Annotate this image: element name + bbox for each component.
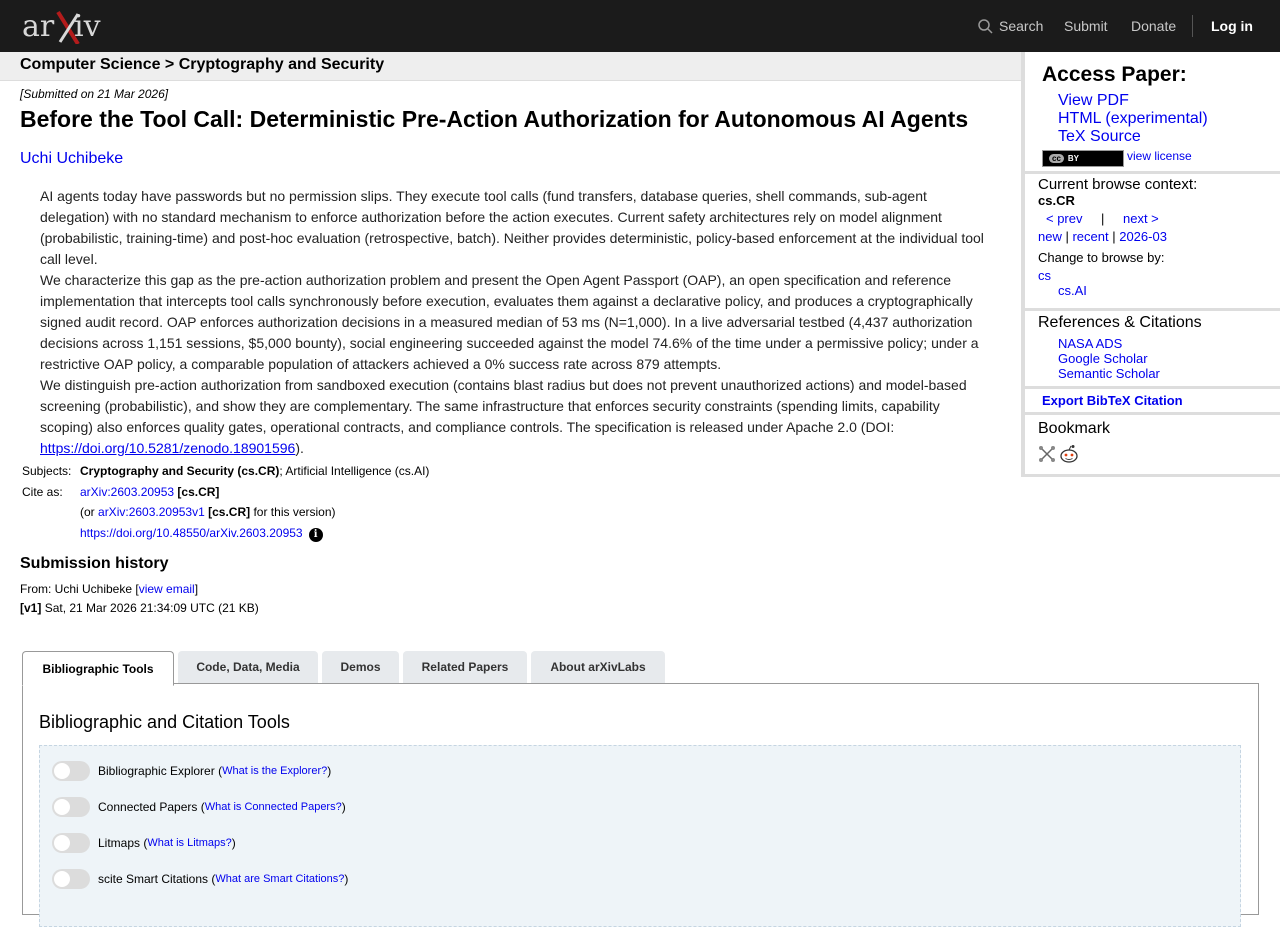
- tab-about-arxivlabs[interactable]: About arXivLabs: [531, 651, 665, 683]
- abstract-paragraph: We distinguish pre-action authorization from sandboxed execution (contains blast radius but does not prevent unauthorized actions) and model-based screening (probabilistic), and show they are complementary. The same infrastructure that enforces security constraints (spending limits, capability scoping) also enforces quality gates, operational contracts, and compliance controls. The specification is released under Apache 2.0 (DOI: https://doi.org/10.5281/zenodo.18901596).: [40, 377, 967, 456]
- bookmark-box: [1025, 415, 1280, 477]
- browse-context-box: Current browse context: cs.CR < prev | next > new | recent | 2026-03 Change to browse by: cs cs.AI: [1025, 174, 1280, 311]
- search-label: Search: [999, 18, 1044, 34]
- access-heading: Access Paper:: [1042, 63, 1187, 86]
- view-email-link[interactable]: view email: [138, 582, 195, 596]
- browse-cs-link[interactable]: cs: [1038, 268, 1051, 283]
- tools-panel: [22, 683, 1259, 915]
- subjects-label: Subjects:: [22, 464, 72, 478]
- author-link[interactable]: Uchi Uchibeke: [20, 150, 124, 167]
- svg-text:ar: ar: [22, 10, 55, 44]
- tab-demos[interactable]: Demos: [322, 651, 399, 683]
- doi-link[interactable]: https://doi.org/10.48550/arXiv.2603.20953: [80, 525, 303, 540]
- cite-label: Cite as:: [22, 484, 63, 499]
- litmaps-toggle[interactable]: [52, 833, 90, 853]
- view-license-link[interactable]: view license: [1127, 149, 1192, 163]
- references-box: [1025, 311, 1280, 389]
- tab-related-papers[interactable]: Related Papers: [403, 651, 527, 683]
- html-link[interactable]: HTML (experimental): [1058, 110, 1208, 127]
- breadcrumb-text[interactable]: Computer Science > Cryptography and Security: [20, 56, 385, 73]
- tab-code-data-media[interactable]: Code, Data, Media: [178, 651, 318, 683]
- google-scholar-link[interactable]: Google Scholar: [1058, 351, 1148, 366]
- secondary-subjects: ; Artificial Intelligence (cs.AI): [279, 464, 430, 478]
- bibsonomy-icon[interactable]: [1038, 445, 1056, 463]
- tex-source-link[interactable]: TeX Source: [1058, 128, 1141, 145]
- submitted-date: [Submitted on 21 Mar 2026]: [20, 87, 169, 101]
- context-category: cs.CR: [1038, 193, 1075, 208]
- history-heading: Submission history: [20, 555, 169, 572]
- tool-row: Connected Papers ( What is Connected Papers? ): [52, 797, 346, 817]
- tools-panel-title: Bibliographic and Citation Tools: [39, 712, 290, 732]
- arxiv-logo[interactable]: [22, 10, 114, 44]
- new-link[interactable]: new: [1038, 229, 1062, 244]
- abstract-paragraph: AI agents today have passwords but no permission slips. They execute tool calls (fund transfers, database queries, shell commands, sub-agent delegation) with no standard mechanism to enforce authorization before the action executes. Current safety architectures rely on model alignment (probabilistic, training-time) and post-hoc evaluation (retrospective, batch). Neither provides deterministic, policy-based enforcement at the individual tool call level.: [40, 188, 984, 267]
- cc-license-badge[interactable]: cc BY: [1042, 150, 1124, 167]
- metadata-table: Subjects: Cryptography and Security (cs.CR); Artificial Intelligence (cs.AI) Cite as: arXiv:2603.20953 [cs.CR] (or arXiv:2603.20953v1 [cs.CR] for this version) https://doi.org/10.48550/arXiv.2603.20953 i: [22, 461, 429, 543]
- nav-divider: [1192, 15, 1193, 37]
- change-browse-label: Change to browse by:: [1038, 250, 1165, 265]
- breadcrumb: [0, 52, 1022, 81]
- tool-row: Bibliographic Explorer ( What is the Explorer? ): [52, 761, 331, 781]
- references-heading: References & Citations: [1038, 314, 1202, 331]
- submission-history: From: Uchi Uchibeke [view email] [v1] Sat, 21 Mar 2026 21:34:09 UTC (21 KB): [20, 582, 259, 615]
- abstract-doi-link[interactable]: https://doi.org/10.5281/zenodo.18901596: [40, 440, 296, 456]
- donate-link[interactable]: Donate: [1131, 18, 1177, 34]
- version-date: Sat, 21 Mar 2026 21:34:09 UTC (21 KB): [44, 601, 259, 615]
- browse-csai-link[interactable]: cs.AI: [1058, 283, 1087, 298]
- scite-toggle[interactable]: [52, 869, 90, 889]
- view-pdf-link[interactable]: View PDF: [1058, 92, 1129, 109]
- export-bibtex-link[interactable]: Export BibTeX Citation: [1042, 393, 1183, 408]
- connected-papers-toggle[interactable]: [52, 797, 90, 817]
- recent-link[interactable]: recent: [1072, 229, 1109, 244]
- tool-help-link[interactable]: What is the Explorer?: [222, 765, 328, 777]
- paper-title: Before the Tool Call: Deterministic Pre-Action Authorization for Autonomous AI Agents: [20, 106, 969, 132]
- sidebar: [1021, 52, 1280, 477]
- bibliographic-explorer-toggle[interactable]: [52, 761, 90, 781]
- bookmark-heading: Bookmark: [1038, 420, 1111, 437]
- top-bar: [0, 0, 1280, 52]
- tool-help-link[interactable]: What are Smart Citations?: [215, 873, 345, 885]
- context-heading: Current browse context:: [1038, 176, 1198, 193]
- submit-link[interactable]: Submit: [1064, 18, 1108, 34]
- tab-bibliographic-tools[interactable]: Bibliographic Tools: [22, 651, 174, 686]
- search-link[interactable]: [978, 18, 1043, 34]
- info-icon[interactable]: i: [309, 528, 323, 542]
- version-tag: [v1]: [20, 601, 42, 615]
- access-paper-box: [1025, 52, 1280, 174]
- next-link[interactable]: next >: [1123, 211, 1159, 226]
- abstract: [40, 186, 990, 459]
- svg-text:iv: iv: [74, 10, 101, 44]
- primary-subject: Cryptography and Security (cs.CR): [80, 464, 280, 478]
- semantic-scholar-link[interactable]: Semantic Scholar: [1058, 366, 1160, 381]
- login-link[interactable]: Log in: [1211, 18, 1253, 34]
- bibtex-box: [1025, 389, 1280, 415]
- tool-row: Litmaps ( What is Litmaps? ): [52, 833, 236, 853]
- tool-row: scite Smart Citations ( What are Smart Citations? ): [52, 869, 348, 889]
- prev-link[interactable]: < prev: [1046, 211, 1083, 226]
- nasa-ads-link[interactable]: NASA ADS: [1058, 336, 1123, 351]
- tool-help-link[interactable]: What is Litmaps?: [147, 837, 232, 849]
- cite-version-link[interactable]: arXiv:2603.20953v1: [98, 505, 205, 519]
- reddit-icon[interactable]: [1059, 444, 1079, 464]
- tool-help-link[interactable]: What is Connected Papers?: [204, 801, 342, 813]
- month-link[interactable]: 2026-03: [1119, 229, 1167, 244]
- abstract-paragraph: We characterize this gap as the pre-action authorization problem and present the Open Agent Passport (OAP), an open specification and reference implementation that intercepts tool calls synchronously before execution, evaluates them against a declarative policy, and produces a cryptographically signed audit record. OAP enforces authorization decisions in a measured median of 53 ms (N=1,000). In a live adversarial testbed (4,437 authorization decisions across 1,151 sessions, $5,000 bounty), social engineering succeeded against the model 74.6% of the time under a permissive policy; under a restrictive OAP policy, a comparable population of attackers achieved a 0% success rate across 879 attempts.: [40, 272, 979, 372]
- search-icon: [978, 19, 993, 34]
- cite-id-link[interactable]: arXiv:2603.20953: [80, 484, 175, 499]
